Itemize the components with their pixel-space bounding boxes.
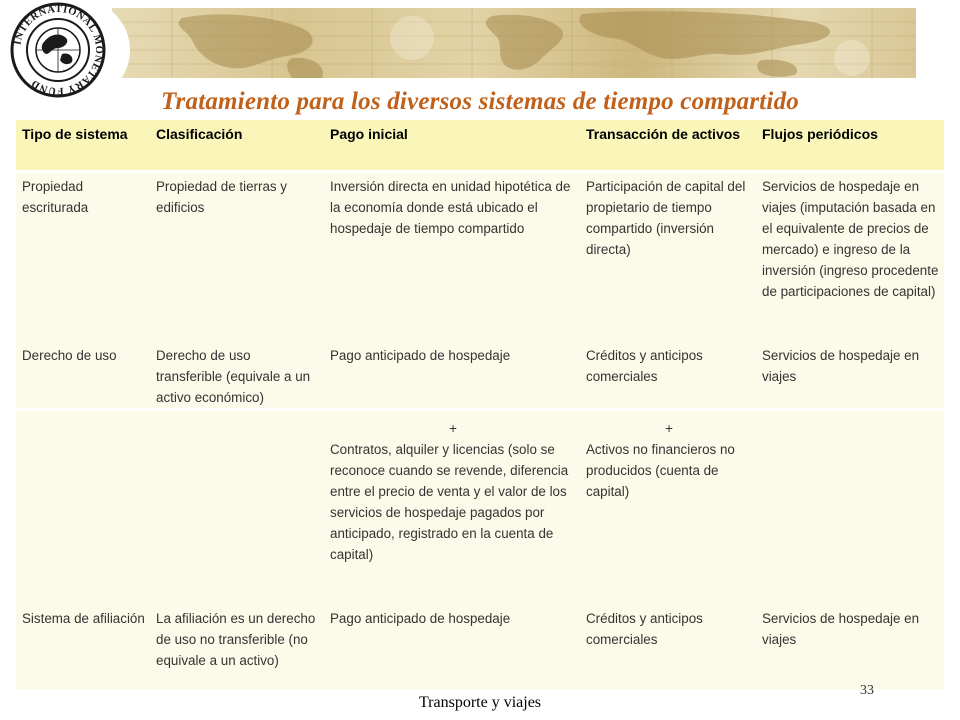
- cell-clasificacion: La afiliación es un derecho de uso no transferible (no equivale a un activo): [150, 605, 324, 689]
- cell-transaccion: Participación de capital del propietario de tiempo compartido (inversión directa): [580, 172, 756, 343]
- cell-pago: Inversión directa en unidad hipotética de la economía donde está ubicado el hospedaje de tiempo compartido: [324, 172, 580, 343]
- header-clasificacion: Clasificación: [150, 120, 324, 172]
- cell-transaccion: [580, 411, 756, 605]
- timeshare-table: [16, 120, 944, 689]
- imf-seal-logo: [6, 2, 110, 98]
- cell-pago-text: Contratos, alquiler y licencias (solo se reconoce cuando se revende, diferencia entre el precio de venta y el valor de los servicios de hospedaje pagados por anticipado, registrado en la cuenta de capital): [330, 442, 569, 562]
- header-transaccion: Transacción de activos: [580, 120, 756, 172]
- slide-title: Tratamiento para los diversos sistemas de tiempo compartido: [161, 88, 799, 115]
- table-row: [16, 172, 944, 343]
- cell-flujos: [756, 411, 944, 605]
- svg-text:INTERNATIONAL MONETARY FUND: INTERNATIONAL MONETARY FUND: [12, 3, 105, 97]
- cell-tipo: Derecho de uso: [16, 342, 150, 408]
- cell-tipo: Sistema de afiliación: [16, 605, 150, 689]
- plus-sign: +: [449, 421, 457, 436]
- cell-pago: [324, 411, 580, 605]
- table-row: [16, 605, 944, 689]
- cell-tipo: Propiedad escriturada: [16, 172, 150, 343]
- cell-transaccion-text: Activos no financieros no producidos (cuenta de capital): [586, 442, 735, 499]
- cell-flujos: Servicios de hospedaje en viajes: [756, 342, 944, 408]
- header-flujos: Flujos periódicos: [756, 120, 944, 172]
- cell-flujos: Servicios de hospedaje en viajes: [756, 605, 944, 689]
- footer-text: Transporte y viajes: [418, 694, 542, 711]
- world-map-graphic: [112, 8, 916, 78]
- cell-pago: Pago anticipado de hospedaje: [324, 342, 580, 408]
- header-tipo: Tipo de sistema: [16, 120, 150, 172]
- plus-sign: +: [665, 421, 673, 436]
- cell-clasificacion: Derecho de uso transferible (equivale a un activo económico): [150, 342, 324, 408]
- cell-pago: Pago anticipado de hospedaje: [324, 605, 580, 689]
- logo-backdrop: [2, 0, 130, 100]
- table-row: [16, 342, 944, 408]
- table-row: [16, 411, 944, 605]
- cell-transaccion: Créditos y anticipos comerciales: [580, 605, 756, 689]
- page-number: 33: [860, 683, 874, 698]
- table-header-row: [16, 120, 944, 172]
- cell-clasificacion: Propiedad de tierras y edificios: [150, 172, 324, 343]
- header-pago: Pago inicial: [324, 120, 580, 172]
- world-map-banner: [112, 8, 916, 78]
- cell-tipo: [16, 411, 150, 605]
- cell-transaccion: Créditos y anticipos comerciales: [580, 342, 756, 408]
- cell-clasificacion: [150, 411, 324, 605]
- cell-flujos: Servicios de hospedaje en viajes (imputación basada en el equivalente de precios de mercado) e ingreso de la inversión (ingreso procedente de participaciones de capital): [756, 172, 944, 343]
